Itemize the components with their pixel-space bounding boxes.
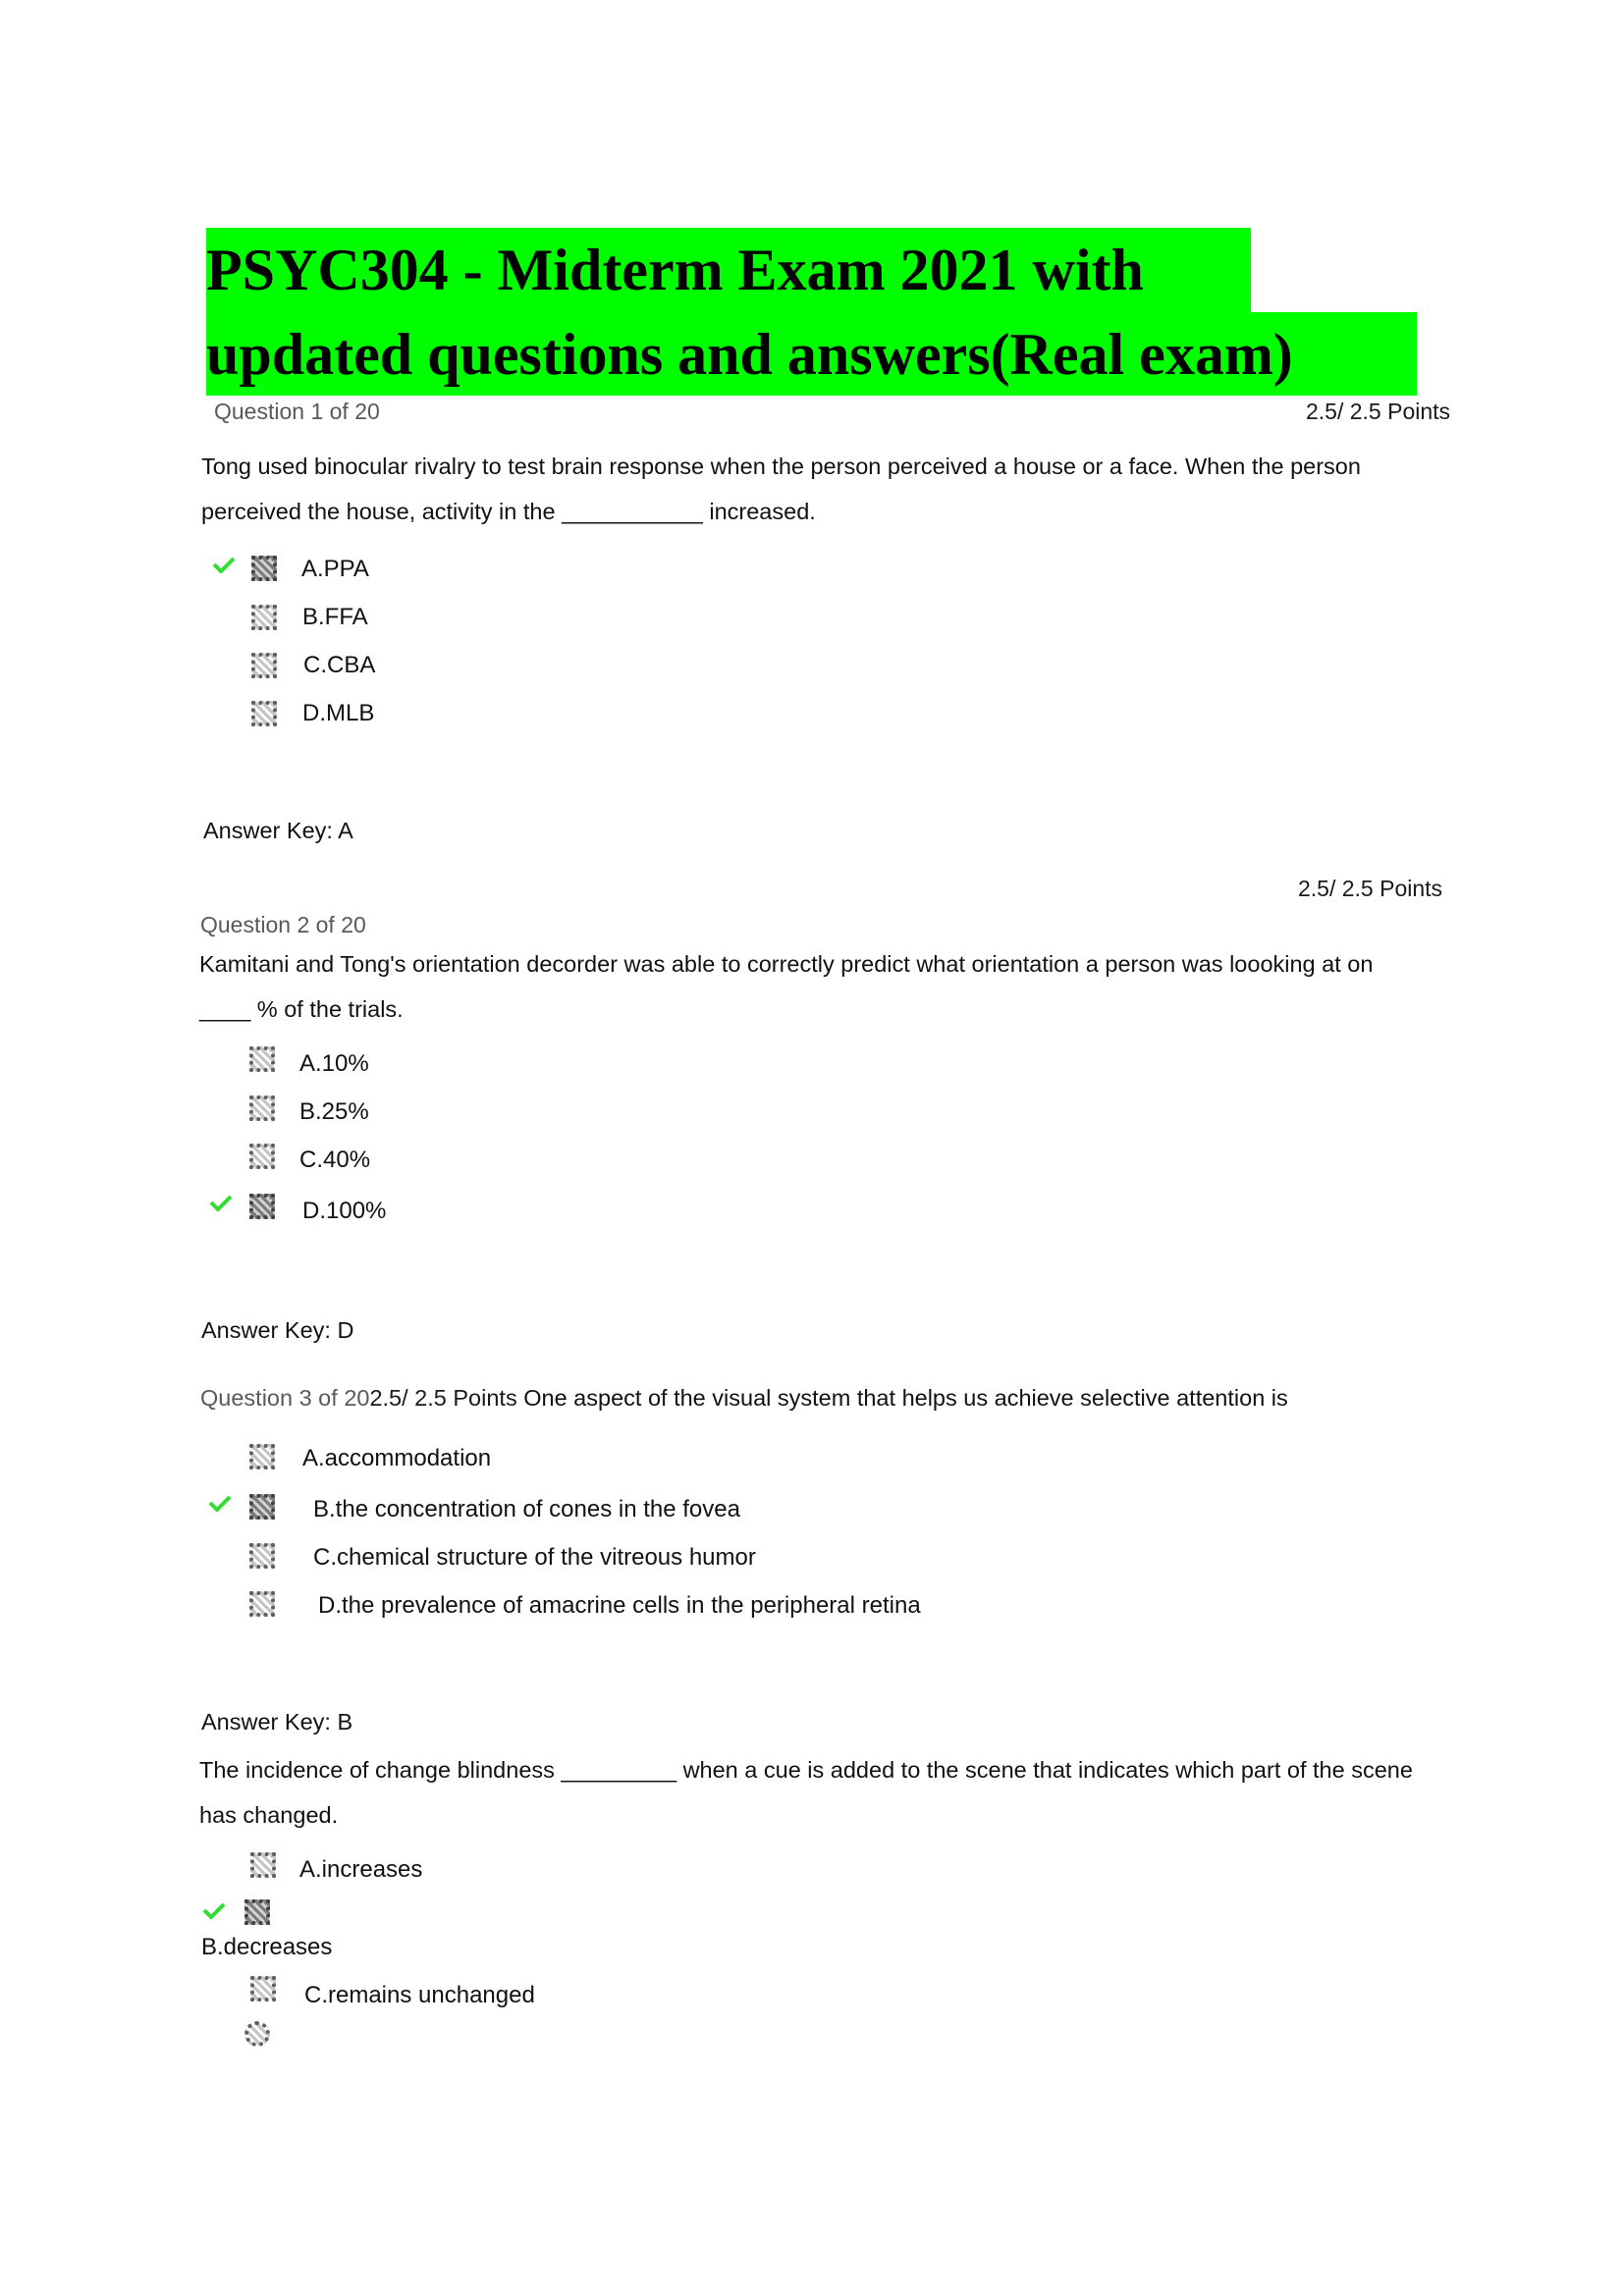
correct-check-icon bbox=[202, 1901, 226, 1919]
document-title-line-1: PSYC304 - Midterm Exam 2021 with bbox=[206, 228, 1251, 312]
option-label: B.the concentration of cones in the fovea bbox=[313, 1496, 740, 1522]
answer-key: Answer Key: B bbox=[201, 1709, 353, 1735]
document-title-line-2: updated questions and answers(Real exam) bbox=[206, 312, 1417, 396]
question-points: 2.5/ 2.5 Points bbox=[1306, 399, 1451, 424]
radio-icon[interactable] bbox=[249, 1194, 275, 1219]
radio-icon[interactable] bbox=[244, 1899, 270, 1925]
question-text-line-2: ____ % of the trials. bbox=[199, 996, 404, 1022]
radio-icon[interactable] bbox=[251, 653, 277, 678]
radio-icon[interactable] bbox=[251, 556, 277, 581]
option-label: C.chemical structure of the vitreous humor bbox=[313, 1544, 756, 1571]
option-label: A.10% bbox=[299, 1050, 369, 1077]
question-points: 2.5/ 2.5 Points bbox=[369, 1385, 517, 1411]
option-label: B.25% bbox=[299, 1098, 369, 1125]
option-label: C.40% bbox=[299, 1147, 371, 1173]
radio-icon[interactable] bbox=[249, 1095, 275, 1121]
radio-icon[interactable] bbox=[249, 1543, 275, 1569]
option-label: B.FFA bbox=[302, 604, 368, 630]
radio-icon[interactable] bbox=[250, 1976, 276, 2002]
option-label: C.remains unchanged bbox=[304, 1982, 535, 2008]
question-header: Question 3 of 20 bbox=[200, 1385, 370, 1411]
radio-icon[interactable] bbox=[251, 701, 277, 726]
question-points: 2.5/ 2.5 Points bbox=[1298, 876, 1443, 901]
radio-icon[interactable] bbox=[250, 1852, 276, 1878]
radio-icon[interactable] bbox=[249, 1144, 275, 1169]
question-text-line-1: Tong used binocular rivalry to test brain response when the person perceived a house or a face. When the person bbox=[201, 454, 1361, 479]
correct-check-icon bbox=[209, 1194, 233, 1211]
question-text-line-1: Kamitani and Tong's orientation decorder was able to correctly predict what orientation a person was loooking at on bbox=[199, 951, 1374, 977]
answer-key: Answer Key: A bbox=[203, 818, 353, 843]
option-label: A.increases bbox=[299, 1856, 423, 1883]
radio-icon[interactable] bbox=[251, 605, 277, 630]
option-label: C.CBA bbox=[303, 652, 376, 678]
radio-icon[interactable] bbox=[249, 1046, 275, 1072]
question-header-line bbox=[200, 1385, 1288, 1412]
option-label: D.the prevalence of amacrine cells in the peripheral retina bbox=[318, 1592, 921, 1619]
option-label: A.accommodation bbox=[302, 1445, 492, 1471]
answer-key: Answer Key: D bbox=[201, 1317, 354, 1343]
correct-check-icon bbox=[208, 1494, 232, 1512]
question-text-line-1: The incidence of change blindness _________ when a cue is added to the scene that indicates which part of the scene bbox=[199, 1757, 1413, 1783]
radio-icon[interactable] bbox=[249, 1494, 275, 1520]
radio-icon[interactable] bbox=[244, 2021, 270, 2047]
radio-icon[interactable] bbox=[249, 1444, 275, 1469]
option-label: D.100% bbox=[302, 1198, 387, 1224]
question-text-line-2: perceived the house, activity in the ___________ increased. bbox=[201, 499, 816, 524]
radio-icon[interactable] bbox=[249, 1591, 275, 1617]
option-label: D.MLB bbox=[302, 700, 375, 726]
correct-check-icon bbox=[212, 556, 236, 573]
question-text-line-1: One aspect of the visual system that helps us achieve selective attention is bbox=[523, 1385, 1288, 1411]
question-text-line-2: has changed. bbox=[199, 1802, 339, 1828]
question-header: Question 2 of 20 bbox=[200, 912, 366, 937]
option-label: B.decreases bbox=[201, 1934, 333, 1960]
option-label: A.PPA bbox=[301, 556, 369, 582]
question-header: Question 1 of 20 bbox=[214, 399, 380, 424]
